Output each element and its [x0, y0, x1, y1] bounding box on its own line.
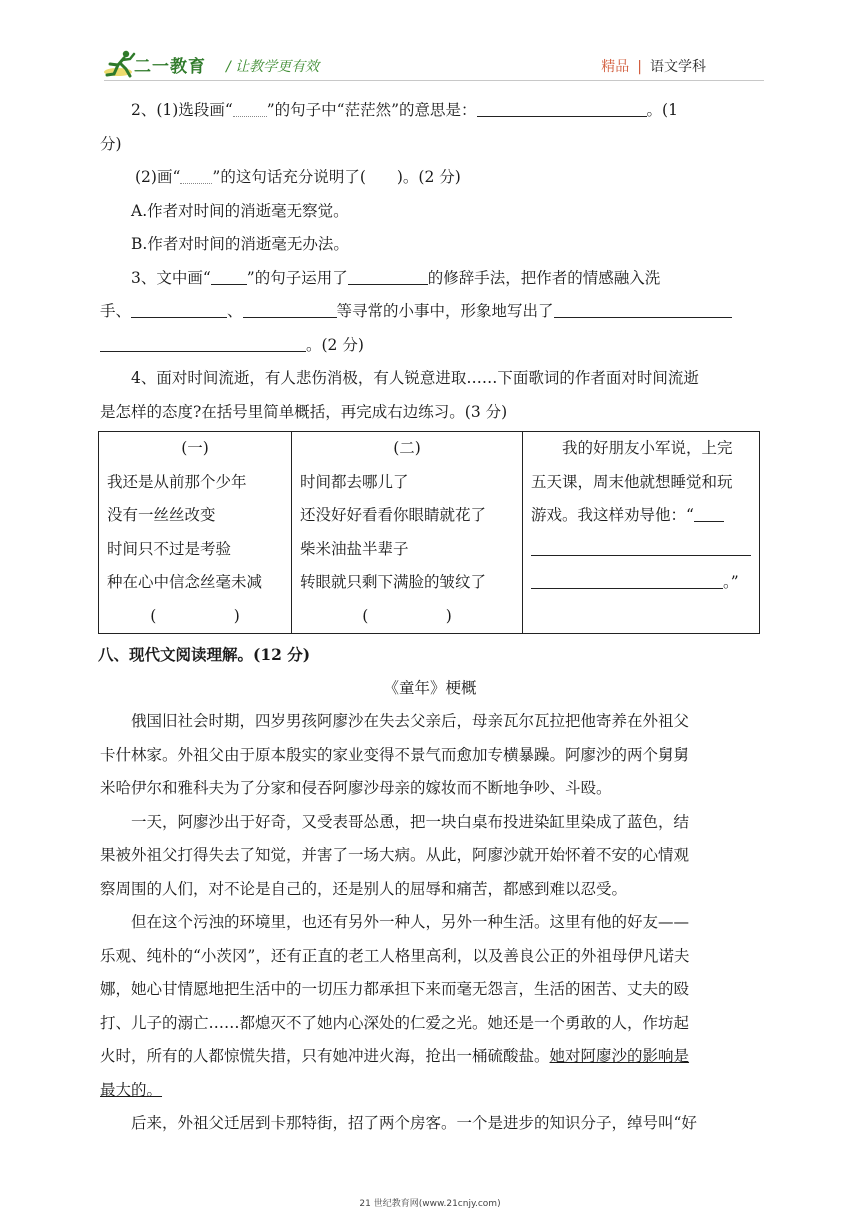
answer-blank[interactable]	[243, 298, 337, 318]
passage-line: 米哈伊尔和雅科夫为了分家和侵吞阿廖沙母亲的嫁妆而不断地争吵、斗殴。	[100, 779, 612, 797]
q3-line3: 。(2 分)	[100, 329, 760, 363]
q4-line1: 4、面对时间流逝，有人悲伤消极，有人锐意进取……下面歌词的作者面对时间流逝	[131, 369, 699, 387]
lyric-line: 时间都去哪儿了	[300, 472, 409, 491]
passage-line: 俄国旧社会时期，四岁男孩阿廖沙在失去父亲后，母亲瓦尔瓦拉把他寄养在外祖父	[131, 712, 690, 730]
premium-label: 精品	[601, 59, 630, 75]
wavy-mark	[233, 101, 267, 117]
q2-part1-cont: 分)	[100, 134, 122, 153]
logo-text: 二一教育	[134, 57, 206, 77]
answer-blank[interactable]	[100, 332, 306, 352]
answer-paren[interactable]: ( )	[362, 606, 452, 625]
lyric-line: 转眼就只剩下满脸的皱纹了	[300, 573, 487, 591]
passage-line: 但在这个污浊的环境里，也还有另外一种人，另外一种生活。这里有他的好友——	[131, 913, 690, 931]
q2-option-a: A.作者对时间的消逝毫无察觉。	[131, 201, 349, 220]
cell-head: (一)	[181, 439, 209, 457]
lyrics-cell-2	[292, 432, 523, 634]
slogan: / 让教学更有效	[226, 59, 320, 75]
advice-cell	[523, 432, 760, 634]
lyric-line: 时间只不过是考验	[107, 539, 232, 558]
passage-line: 娜，她心甘情愿地把生活中的一切压力都承担下来而毫无怨言，生活的困苦、丈夫的殴	[100, 980, 690, 998]
q3-line2: 手、 、 等寻常的小事中，形象地写出了	[100, 295, 760, 329]
lyrics-table	[98, 431, 760, 634]
passage-line: 火时，所有的人都惊慌失措，只有她冲进火海，抢出一桶硫酸盐。她对阿廖沙的影响是	[100, 1047, 690, 1065]
lyric-line: 种在心中信念丝毫未减	[107, 573, 263, 591]
header-subject	[601, 56, 706, 76]
lyric-line: 没有一丝丝改变	[107, 506, 216, 524]
answer-blank[interactable]	[131, 298, 227, 318]
mark-line	[211, 265, 247, 285]
advice-line: 五天课，周末他就想睡觉和玩	[531, 472, 733, 491]
answer-blank[interactable]	[477, 97, 647, 117]
passage-line: 乐观、纯朴的“小茨冈”，还有正直的老工人格里高利，以及善良公正的外祖母伊凡诺夫	[100, 946, 690, 965]
lyric-line: 我还是从前那个少年	[107, 472, 247, 491]
cell-head: (二)	[393, 439, 421, 457]
lyrics-cell-1	[99, 432, 292, 634]
advice-line	[531, 533, 751, 567]
lyric-line: 还没好好看看你眼睛就花了	[300, 506, 487, 524]
q3-line1: 3、文中画“ ”的句子运用了 的修辞手法，把作者的情感融入洗	[100, 262, 760, 296]
advice-line: 。”	[531, 566, 751, 600]
underlined-sentence: 最大的。	[100, 1080, 163, 1099]
q4-line2: 是怎样的态度?在括号里简单概括，再完成右边练习。(3 分)	[100, 402, 508, 421]
header-separator: |	[637, 59, 642, 75]
page-footer: 21 世纪教育网(www.21cnjy.com)	[359, 1199, 501, 1209]
q2-part1: 2、(1)选段画“ ”的句子中“茫茫然”的意思是： 。(1	[100, 94, 760, 128]
passage-title: 《童年》梗概	[383, 678, 477, 697]
passage-line: 打、儿子的溺亡……都熄灭不了她内心深处的仁爱之光。她还是一个勇敢的人，作坊起	[100, 1013, 690, 1032]
lyric-line: 柴米油盐半辈子	[300, 539, 409, 558]
passage-line: 察周围的人们，对不论是自己的，还是别人的屈辱和痛苦，都感到难以忍受。	[100, 879, 628, 898]
answer-blank[interactable]	[554, 298, 732, 318]
passage-line: 一天，阿廖沙出于好奇，又受表哥怂恿，把一块白桌布投进染缸里染成了蓝色，结	[131, 812, 690, 831]
answer-blank[interactable]	[694, 502, 724, 522]
mark-line	[180, 168, 212, 184]
page-header	[104, 44, 764, 84]
section-heading: 八、现代文阅读理解。(12 分)	[98, 645, 311, 664]
q2-part2: (2)画“ ”的这句话充分说明了( )。(2 分)	[135, 168, 461, 186]
answer-blank[interactable]	[531, 536, 751, 556]
answer-blank[interactable]	[348, 265, 428, 285]
q2-option-b: B.作者对时间的消逝毫无办法。	[131, 235, 349, 253]
advice-line: 我的好朋友小军说，上完	[562, 439, 733, 457]
header-divider	[104, 80, 764, 81]
passage-line: 后来，外祖父迁居到卡那特街，招了两个房客。一个是进步的知识分子，绰号叫“好	[131, 1114, 697, 1132]
passage-line: 果被外祖父打得失去了知觉，并害了一场大病。从此，阿廖沙就开始怀着不安的心情观	[100, 846, 690, 864]
underlined-sentence: 她对阿廖沙的影响是	[549, 1047, 690, 1065]
passage-line	[100, 1074, 760, 1108]
advice-line: 游戏。我这样劝导他：“	[531, 499, 751, 533]
answer-blank[interactable]	[531, 569, 723, 589]
answer-paren[interactable]: ( )	[150, 606, 240, 625]
subject-label: 语文学科	[650, 59, 706, 75]
passage-line: 卡什林家。外祖父由于原本殷实的家业变得不景气而愈加专横暴躁。阿廖沙的两个舅舅	[100, 745, 690, 764]
page-content	[100, 94, 760, 1141]
